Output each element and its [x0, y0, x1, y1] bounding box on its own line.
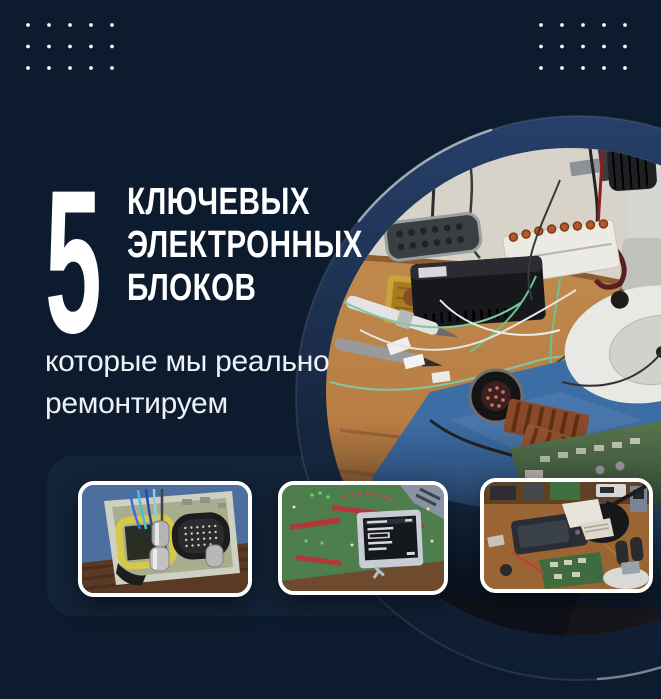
- headline-lines: [127, 181, 429, 310]
- headline-line-2: ЭЛЕКТРОННЫХ: [127, 224, 363, 266]
- headline-number: 5: [45, 148, 102, 376]
- headline-line-3: БЛОКОВ: [127, 267, 257, 309]
- subtitle: [45, 341, 329, 425]
- subtitle-line-2: ремонтируем: [45, 387, 228, 420]
- thumb-photo-1: [78, 481, 252, 597]
- headline-line-1: КЛЮЧЕВЫХ: [127, 181, 310, 223]
- headline: [45, 148, 429, 376]
- thumb-photo-2: [278, 481, 448, 595]
- thumb-photo-3: [480, 478, 653, 593]
- subtitle-line-1: которые мы реально: [45, 345, 330, 378]
